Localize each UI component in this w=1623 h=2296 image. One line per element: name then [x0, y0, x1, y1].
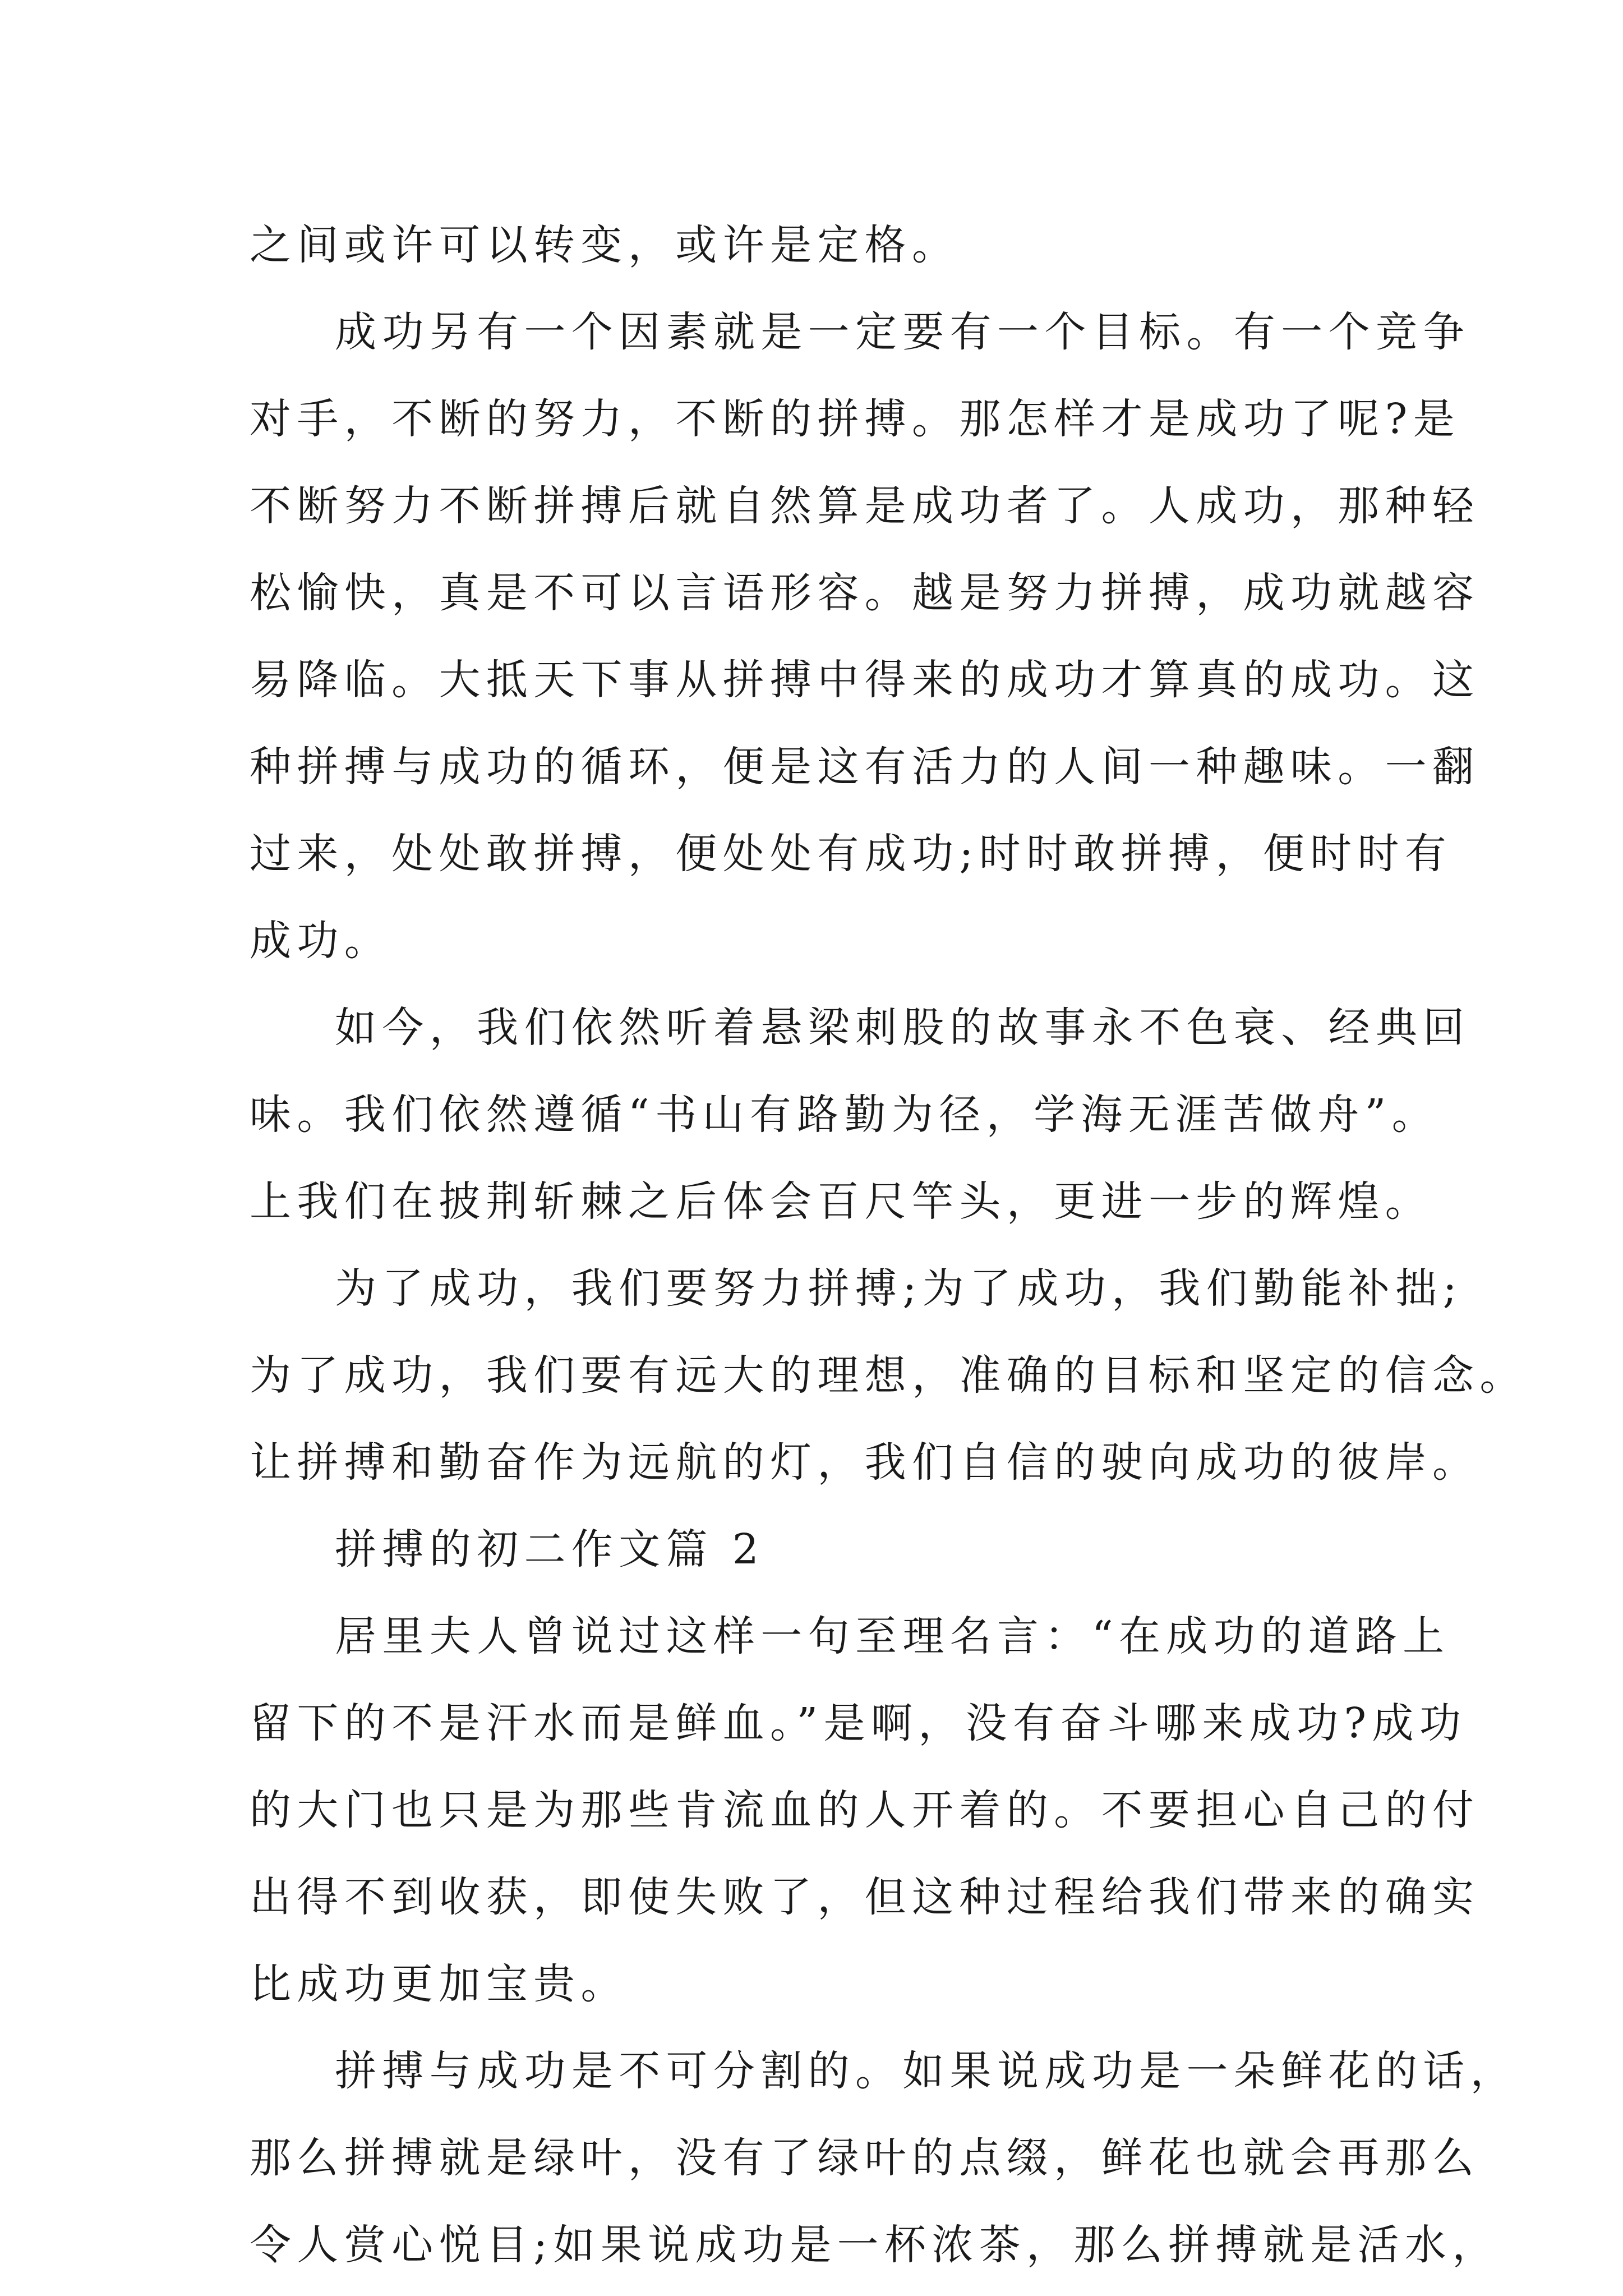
- paragraph-line: 让拼搏和勤奋作为远航的灯，我们自信的驶向成功的彼岸。: [250, 1438, 1480, 1487]
- paragraph-line: 那么拼搏就是绿叶，没有了绿叶的点缀，鲜花也就会再那么: [250, 2134, 1480, 2182]
- paragraph-line: 之间或许可以转变，或许是定格。: [250, 221, 960, 269]
- paragraph-line: 居里夫人曾说过这样一句至理名言：“在成功的道路上: [335, 1612, 1450, 1660]
- paragraph-line: 上我们在披荆斩棘之后体会百尺竿头，更进一步的辉煌。: [250, 1177, 1432, 1226]
- paragraph-line: 成功另有一个因素就是一定要有一个目标。有一个竞争: [335, 308, 1470, 356]
- paragraph-line: 对手，不断的努力，不断的拼搏。那怎样才是成功了呢?是: [250, 395, 1461, 443]
- document-body: [250, 202, 1527, 2289]
- paragraph-line: 出得不到收获，即使失败了，但这种过程给我们带来的确实: [250, 1873, 1480, 1921]
- paragraph-line: 成功。: [250, 917, 392, 965]
- paragraph-line: 不断努力不断拼搏后就自然算是成功者了。人成功，那种轻: [250, 482, 1480, 530]
- paragraph-line: 的大门也只是为那些肯流血的人开着的。不要担心自己的付: [250, 1786, 1480, 1834]
- paragraph-line: 拼搏与成功是不可分割的。如果说成功是一朵鲜花的话，: [335, 2047, 1518, 2095]
- section-heading: 拼搏的初二作文篇 2: [335, 1525, 765, 1573]
- paragraph-line: 比成功更加宝贵。: [250, 1960, 628, 2008]
- paragraph-line: 味。我们依然遵循“书山有路勤为径，学海无涯苦做舟”。: [250, 1091, 1440, 1139]
- paragraph-line: 易降临。大抵天下事从拼搏中得来的成功才算真的成功。这: [250, 656, 1480, 704]
- paragraph-line: 令人赏心悦目;如果说成功是一杯浓茶，那么拼搏就是活水，: [250, 2221, 1500, 2269]
- paragraph-line: 如今，我们依然听着悬梁刺股的故事永不色衰、经典回: [335, 1004, 1470, 1052]
- paragraph-line: 种拼搏与成功的循环，便是这有活力的人间一种趣味。一翻: [250, 743, 1480, 791]
- paragraph-line: 为了成功，我们要努力拼搏;为了成功，我们勤能补拙;: [335, 1264, 1463, 1313]
- paragraph-line: 为了成功，我们要有远大的理想，准确的目标和坚定的信念。: [250, 1351, 1527, 1400]
- paragraph-line: 留下的不是汗水而是鲜血。”是啊，没有奋斗哪来成功?成功: [250, 1699, 1467, 1747]
- paragraph-line: 松愉快，真是不可以言语形容。越是努力拼搏，成功就越容: [250, 569, 1480, 617]
- paragraph-line: 过来，处处敢拼搏，便处处有成功;时时敢拼搏，便时时有: [250, 830, 1453, 878]
